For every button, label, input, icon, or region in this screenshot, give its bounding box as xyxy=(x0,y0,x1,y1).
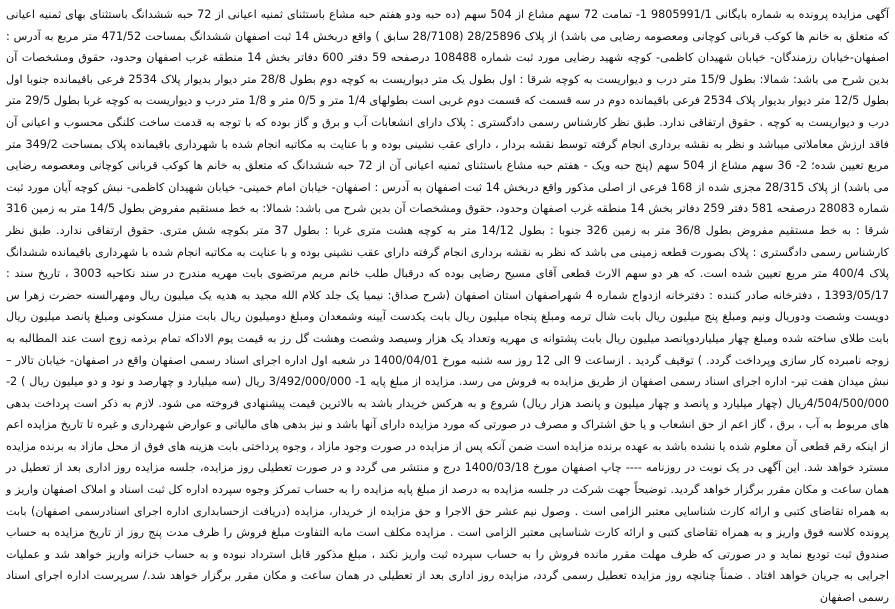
notice-paragraph: آگهی مزایده پرونده به شماره بایگانی 9805991/1 1- تمامت 72 سهم مشاع از 504 سهم (ده حبه ودو هفتم حبه مشاع باستثنای ثمنیه اعیانی از 72 حبه ششدانگ باستثنای بهای ثمنیه اعیانی که متعلق به خانم ها کوکب قربانی کوچانی ومعصومه رضایی می باشد) از پلاک 28/25896 (28/7108 سابق ) واقع دربخش 14 ثبت اصفهان ششدانگ بمساحت 471/52 متر مربع به آدرس : اصفهان-خیابان رزمندگان- خیابان شهیدان کاظمی- کوچه شهید رضایی مورد ثبت شماره 108488 درصفحه 59 دفتر 600 دفاتر بخش 14 منطقه غرب اصفهان وحدود، حقوق ومشخصات آن بدین شرح می باشد: شمالا: بطول 15/9 متر درب و دیواریست به کوچه شرقا : اول بطول یک متر دیواریست به کوچه دوم بطول 28/8 متر دیوار بدیوار پلاک 2534 فرعی باقیمانده جنوبا اول بطول 12/5 متر دیوار بدیوار پلاک 2534 فرعی باقیمانده دوم در سه قسمت که قسمت دوم غربی است بطولهای 1/4 متر و 0/5 متر و 1/8 متر درب و دیواریست به کوچه غربا بطول 29/5 متر درب و دیواریست به کوچه . حقوق ارتفاقی ندارد. طبق نظر کارشناس رسمی دادگستری : پلاک دارای انشعابات آب و برق و گاز بوده که با توجه به قدمت ساخت کلنگی محسوب و اعیانی آن فاقد ارزش معاملاتی میباشد و نظر به نقشه برداری انجام گرفته توسط نقشه بردار ، دارای عقب نشینی بوده و با عنایت به مکاتبه انجام شده با شهرداری باقیمانده پلاک بمساحت 349/2 متر مربع تعیین شده؛ 2- 36 سهم مشاع از 504 سهم (پنج حبه ویک - هفتم حبه مشاع باستثنای ثمنیه اعیانی آن از 72 حبه ششدانگ که متعلق به خانم ها کوکب قربانی کوچانی ومعصومه رضایی می باشد) از پلاک 28/315 مجزی شده از 168 فرعی از اصلی مذکور واقع دربخش 14 ثبت اصفهان به آدرس : اصفهان- خیابان امام خمینی- خیابان شهیدان کاظمی- نبش کوچه آیان مورد ثبت شماره 28083 درصفحه 581 دفتر 259 دفاتر بخش 14 منطقه غرب اصفهان وحدود، حقوق ومشخصات آن بدین شرح می باشد: شمالا: به خط مستقیم مفروض بطول 14/5 متر به زمین 316 شرقا : به خط مستقیم مفروض بطول 36/8 متر به زمین 326 جنوبا : بطول 14/12 متر به کوچه هشت متری غربا : بطول 37 متر بکوچه شش متری. حقوق ارتفاقی ندارد. طبق نظر کارشناس رسمی دادگستری : پلاک بصورت قطعه زمینی می باشد که نظر به نقشه برداری انجام گرفته دارای عقب نشینی بوده و با عنایت به مکاتبه انجام شده با شهرداری باقیمانده ششدانگ پلاک 400/4 متر مربع تعیین شده است. که هر دو سهم الارث قطعی آقای مسیح رضایی بوده که درقبال طلب خانم مریم مرتضوی بابت مهریه مندرج در سند نکاحیه 3003 ، تاریخ سند : 1393/05/17 ، دفترخانه صادر کننده : دفترخانه ازدواج شماره 4 شهراصفهان استان اصفهان (شرح صداق: نیمیا یک جلد کلام الله مجید به هدیه یک میلیون ریال ومهرالسنه حضرت زهرا س دویست وشصت ودوریال ونیم ومبلغ پنج میلیون ریال بابت شال ترمه ومبلغ پنجاه میلیون ریال بابت یکدست آیینه وشمعدان ومبلغ دومیلیون ریال بابت منزل مسکونی ومبلغ پانصد میلیون ریال بابت طلای ساخته شده ومبلغ چهار میلیاردوپانصد میلیون ریال بابت پشتوانه ی مهریه وتعداد یک هزار وسیصد وشصت وهشت گل رز به قیمت یوم الاداکه تمام برذمه زوج است عند المطالبه به زوجه نامبرده کار سازی وپرداخت گردد. ) توقیف گردید . ازساعت 9 الی 12 روز سه شنبه مورخ 1400/04/01 در شعبه اول اداره اجرای اسناد رسمی اصفهان واقع در اصفهان- خیابان تالار –نبش میدان هفت تیر- اداره اجرای اسناد رسمی اصفهان از طریق مزایده به فروش می رسد. مزایده از مبلغ پایه 1- 3/492/000/000 ریال (سه میلیارد و چهارصد و نود و دو میلیون ریال ) 2- 4/504/500/000ریال (چهار میلیارد و پانصد و چهار میلیون و پانصد هزار ریال) شروع و به هرکس خریدار باشد به بالاترین قیمت پیشنهادی فروخته می شود. لازم به ذکر است پرداخت بدهی های مربوط به آب ، برق ، گاز اعم از حق انشعاب و یا حق اشتراک و مصرف در صورتی که مورد مزایده دارای آنها باشد و نیز بدهی های مالیاتی و عوارض شهرداری و غیره تا تاریخ مزایده اعم از اینکه رقم قطعی آن معلوم شده یا نشده باشد به عهده برنده مزایده است ضمن آنکه پس از مزایده در صورت وجود مازاد ، وجوه پرداختی بابت هزینه های فوق از محل مازاد به برنده مزایده مسترد خواهد شد. این آگهی در یک نوبت در روزنامه ---- چاپ اصفهان مورخ 1400/03/18 درج و منتشر می گردد و در صورت تعطیلی روز مزایده، جلسه مزایده روز اداری بعد از تعطیل در همان ساعت و مکان مقرر برگزار خواهد گردید. توضیحاً جهت شرکت در جلسه مزایده به درصد از مبلغ پایه مزایده را به حساب تمرکز وجوه سپرده اداره کل ثبت اسناد و املاک اصفهان واریز و به همراه تقاضای کتبی و ارائه کارت شناسایی معتبر الزامی است . وصول نیم عشر حق الاجرا و حق مزایده از خریدار، مزایده (دریافت ازحسابداری اداره اجرای اسنادرسمی اصفهان) بابت پرونده کلاسه فوق واریز و به همراه تقاضای کتبی و ارائه کارت شناسایی معتبر الزامی است . مزایده مکلف است مابه التفاوت مبلغ فروش را ظرف مدت پنج روز از تاریخ مزایده به حساب صندوق ثبت تودیع نماید و در صورتی که ظرف مهلت مقرر مانده فروش را به حساب سپرده ثبت واریز نکند ، مبلغ مذکور قابل استرداد نبوده و به حساب خزانه واریز خواهد شد و عملیات اجرایی به جریان خواهد افتاد . ضمناً چنانچه روز مزایده تعطیل رسمی گردد، مزایده روز اداری بعد از تعطیلی در همان ساعت و مکان مقرر برگزار خواهد شد./ سرپرست اداره اجرای اسناد رسمی اصفهان xyxy=(6,8,890,605)
auction-notice-text xyxy=(6,4,889,609)
